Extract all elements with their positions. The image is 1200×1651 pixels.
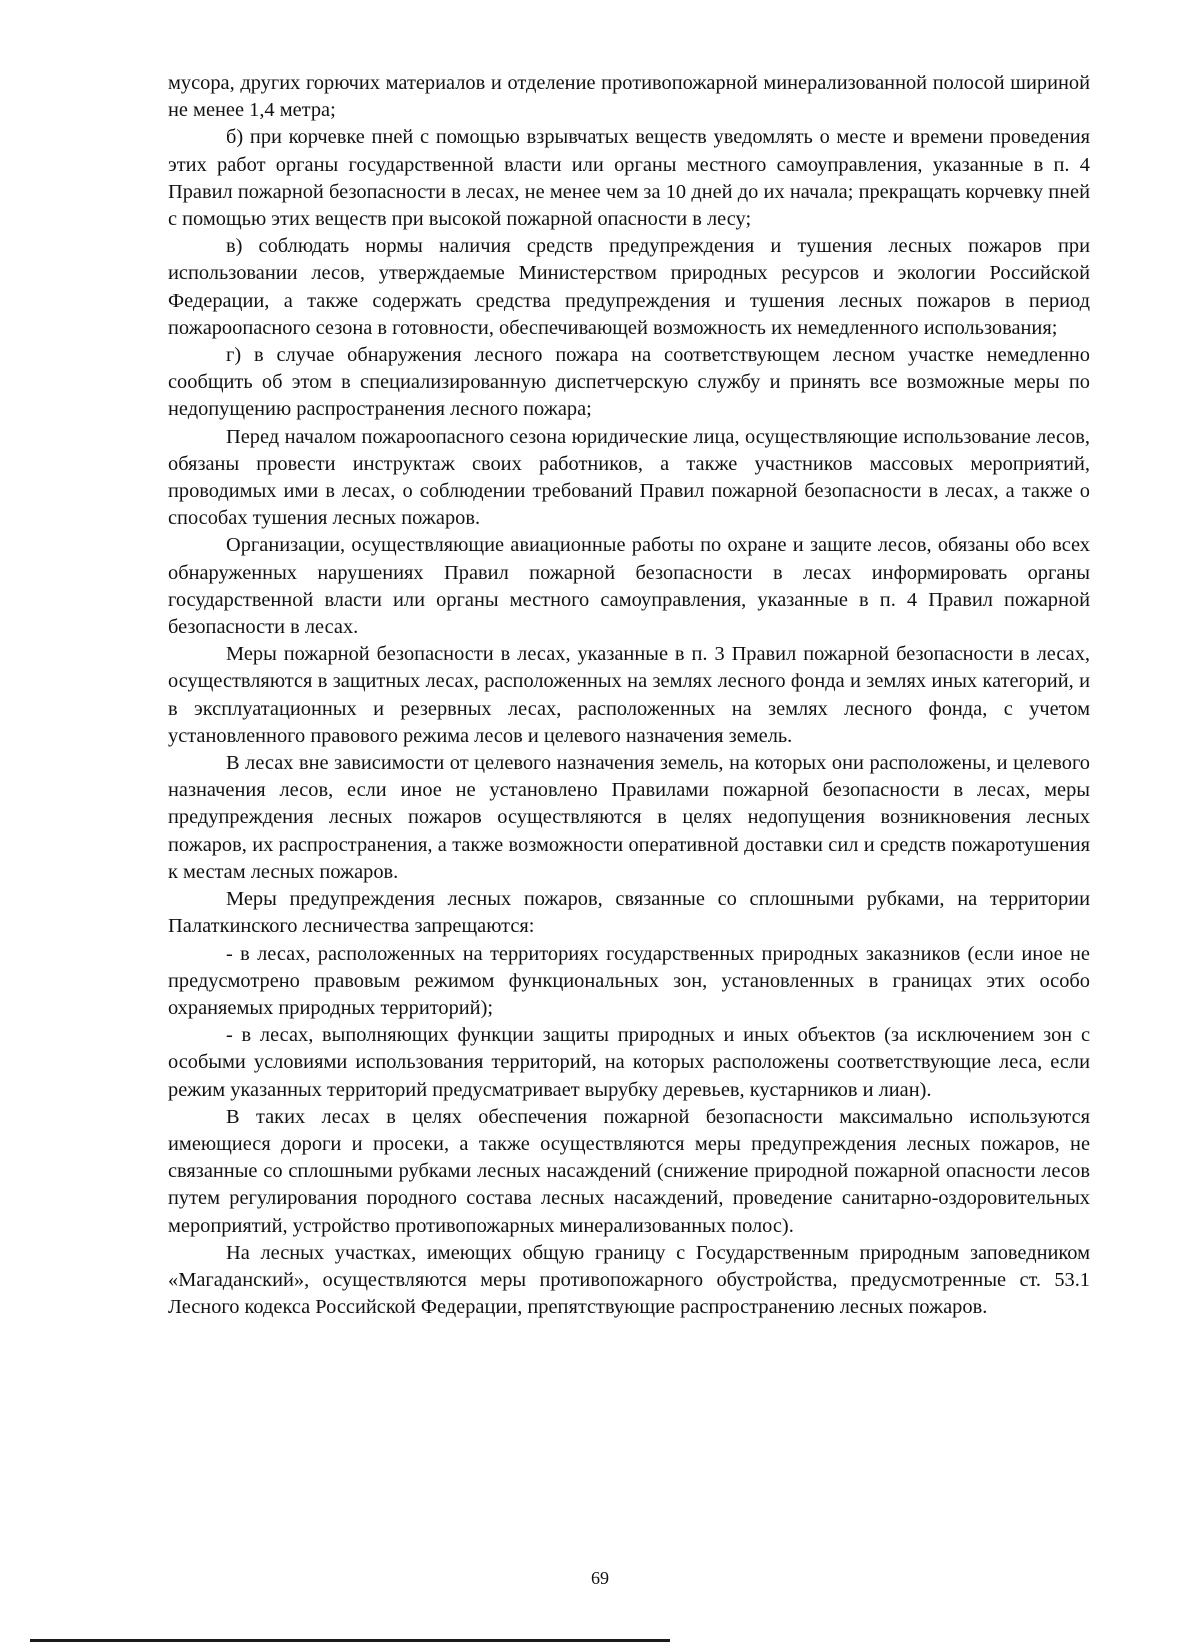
paragraph-item-v: в) соблюдать нормы наличия средств предупреждения и тушения лесных пожаров при использовании лесов, утверждаемые Министерством природных ресурсов и экологии Российской Федерации, а также содержать средства предупреждения и тушения лесных пожаров в период пожароопасного сезона в готовности, обеспечивающей возможность их немедленного использования; (168, 235, 1090, 339)
paragraph-item-b: б) при корчевке пней с помощью взрывчатых веществ уведомлять о месте и времени проведения этих работ органы государственной власти или органы местного самоуправления, указанные в п. 4 Правил пожарной безопасности в лесах, не менее чем за 10 дней до их начала; прекращать корчевку пней с помощью этих веществ при высокой пожарной опасности в лесу; (168, 126, 1090, 231)
paragraph-prevention-goals: В лесах вне зависимости от целевого назначения земель, на которых они расположены, и целевого назначения лесов, если иное не установлено Правилами пожарной безопасности в лесах, меры предупреждения лесных пожаров осуществляются в целях недопущения возникновения лесных пожаров, их распространения, а также возможности оперативной доставки сил и средств пожаротушения к местам лесных пожаров. (168, 752, 1090, 883)
paragraph-clear-cut-prohibited: Меры предупреждения лесных пожаров, связанные со сплошными рубками, на территории Палаткинского лесничества запрещаются: (168, 888, 1090, 938)
paragraph-roads-and-clearings: В таких лесах в целях обеспечения пожарной безопасности максимально используются имеющиеся дороги и просеки, а также осуществляются меры предупреждения лесных пожаров, не связанные со сплошными рубками лесных насаждений (снижение природной пожарной опасности лесов путем регулирования породного состава лесных насаждений, проведение санитарно-оздоровительных мероприятий, устройство противопожарных минерализованных полос). (168, 1105, 1090, 1237)
paragraph-fire-safety-measures: Меры пожарной безопасности в лесах, указанные в п. 3 Правил пожарной безопасности в лесах, осуществляются в защитных лесах, расположенных на землях лесного фонда и землях иных категорий, и в эксплуатационных и резервных лесах, расположенных на землях лесного фонда, с учетом установленного правового режима лесов и целевого назначения земель. (168, 643, 1090, 747)
paragraph-aviation: Организации, осуществляющие авиационные работы по охране и защите лесов, обязаны обо всех обнаруженных нарушениях Правил пожарной безопасности в лесах информировать органы государственной власти или органы местного самоуправления, указанные в п. 4 Правил пожарной безопасности в лесах. (168, 534, 1090, 639)
paragraph-magadan-reserve: На лесных участках, имеющих общую границу с Государственным природным заповедником «Магаданский», осуществляются меры противопожарного обустройства, предусмотренные ст. 53.1 Лесного кодекса Российской Федерации, препятствующие распространению лесных пожаров. (168, 1241, 1090, 1319)
paragraph-continuation: мусора, других горючих материалов и отделение противопожарной минерализованной полосой шириной не менее 1,4 метра; (168, 72, 1090, 122)
paragraph-item-g: г) в случае обнаружения лесного пожара на соответствующем лесном участке немедленно сообщить об этом в специализированную диспетчерскую службу и принять все возможные меры по недопущению распространения лесного пожара; (168, 344, 1090, 421)
body-text (168, 70, 1090, 1321)
paragraph-reserves: - в лесах, расположенных на территориях государственных природных заказников (если иное не предусмотрено правовым режимом функциональных зон, установленных в границах этих особо охраняемых природных территорий); (168, 942, 1090, 1019)
paragraph-protective-forests: - в лесах, выполняющих функции защиты природных и иных объектов (за исключением зон с особыми условиями использования территорий, на которых расположены соответствующие леса, если режим указанных территорий предусматривает вырубку деревьев, кустарников и лиан). (168, 1024, 1090, 1101)
page-number: 69 (591, 1568, 609, 1588)
paragraph-briefing: Перед началом пожароопасного сезона юридические лица, осуществляющие использование лесов, обязаны провести инструктаж своих работников, а также участников массовых мероприятий, проводимых ими в лесах, о соблюдении требований Правил пожарной безопасности в лесах, а также о способах тушения лесных пожаров. (168, 425, 1090, 530)
bottom-divider (30, 1639, 670, 1642)
